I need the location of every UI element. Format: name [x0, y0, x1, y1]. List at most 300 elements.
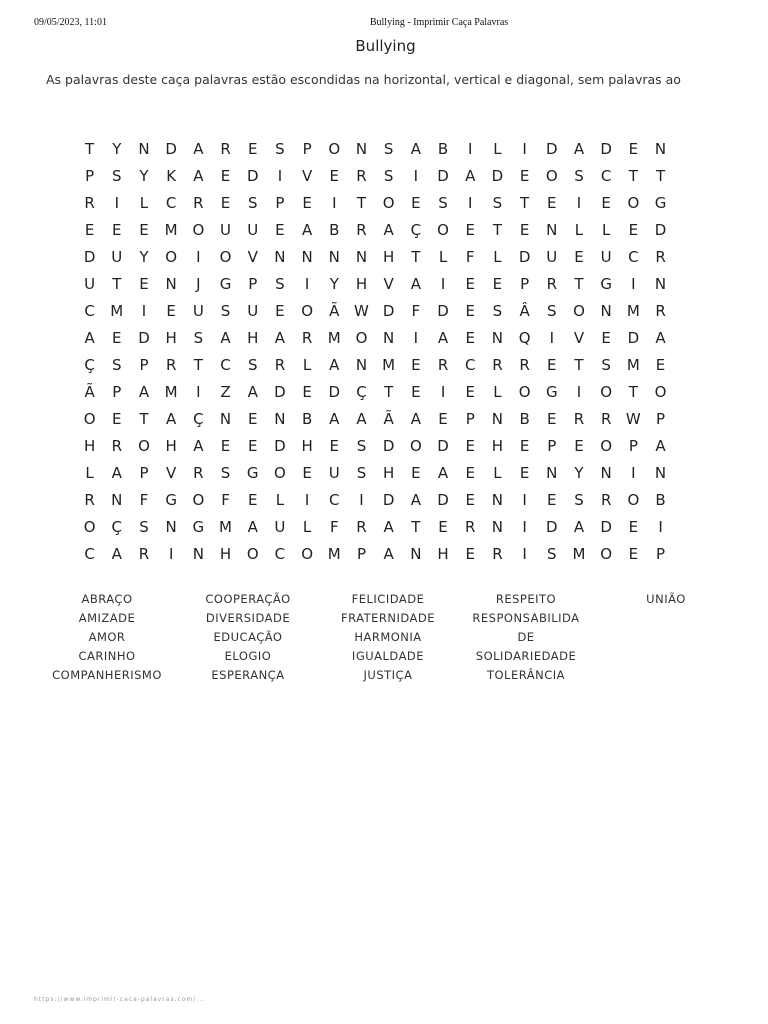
grid-letter: I: [576, 382, 582, 401]
grid-letter: A: [247, 517, 258, 536]
grid-letter: R: [84, 490, 95, 509]
grid-letter: N: [654, 139, 667, 158]
grid-letter: P: [275, 193, 285, 212]
grid-letter: I: [576, 193, 582, 212]
grid-letter: I: [522, 139, 527, 158]
grid-letter: L: [302, 517, 312, 536]
grid-letter: C: [220, 355, 231, 374]
grid-letter: U: [84, 274, 96, 293]
grid-letter: H: [355, 274, 368, 293]
grid-letter: E: [547, 490, 557, 509]
grid-letter: C: [628, 247, 639, 266]
grid-letter: E: [628, 544, 639, 563]
grid-letter: A: [410, 409, 421, 428]
grid-letter: I: [413, 166, 419, 185]
grid-letter: K: [166, 166, 177, 185]
grid-letter: Ã: [84, 382, 95, 401]
grid-letter: S: [275, 274, 285, 293]
grid-letter: A: [437, 328, 449, 347]
grid-letter: C: [165, 193, 177, 212]
grid-letter: Q: [518, 328, 531, 347]
grid-letter: E: [329, 436, 340, 455]
grid-letter: B: [301, 409, 313, 428]
grid-letter: U: [111, 247, 123, 266]
grid-letter: S: [547, 301, 557, 320]
grid-letter: H: [301, 436, 313, 455]
grid-letter: D: [600, 517, 612, 536]
grid-letter: Z: [220, 382, 231, 401]
grid-letter: C: [84, 544, 95, 563]
grid-letter: S: [247, 355, 258, 374]
grid-letter: N: [219, 409, 232, 428]
word-list-item: CARINHO: [78, 649, 136, 663]
grid-letter: E: [302, 193, 312, 212]
grid-letter: A: [465, 166, 476, 185]
grid-letter: I: [114, 193, 119, 212]
grid-letter: S: [492, 193, 503, 212]
grid-letter: E: [112, 409, 122, 428]
grid-letter: A: [437, 463, 449, 482]
grid-letter: Ã: [383, 409, 394, 428]
grid-letter: N: [138, 139, 150, 158]
grid-letter: I: [468, 139, 473, 158]
grid-letter: P: [547, 436, 557, 455]
grid-letter: D: [437, 301, 449, 320]
grid-letter: E: [519, 463, 530, 482]
grid-letter: E: [275, 301, 285, 320]
grid-letter: F: [465, 247, 475, 266]
grid-letter: P: [628, 436, 638, 455]
grid-letter: A: [301, 220, 313, 239]
grid-letter: P: [112, 382, 122, 401]
grid-letter: D: [654, 220, 667, 239]
grid-letter: O: [83, 517, 96, 536]
grid-letter: L: [302, 355, 312, 374]
grid-letter: U: [600, 247, 612, 266]
grid-letter: U: [247, 301, 259, 320]
grid-letter: G: [600, 274, 612, 293]
grid-letter: I: [304, 274, 310, 293]
grid-letter: E: [112, 220, 122, 239]
grid-letter: R: [600, 490, 612, 509]
grid-letter: F: [139, 490, 149, 509]
grid-letter: G: [654, 193, 667, 212]
word-list-item: EDUCAÇÃO: [213, 630, 283, 644]
grid-letter: G: [545, 382, 558, 401]
grid-letter: N: [111, 490, 123, 509]
grid-letter: T: [356, 193, 367, 212]
word-list-item: ESPERANÇA: [211, 668, 285, 682]
grid-letter: P: [85, 166, 95, 185]
grid-letter: G: [165, 490, 177, 509]
grid-letter: D: [328, 382, 341, 401]
grid-letter: T: [492, 220, 502, 239]
grid-letter: H: [247, 328, 259, 347]
grid-letter: E: [601, 328, 611, 347]
grid-letter: E: [655, 355, 666, 374]
word-list-item: RESPEITO: [495, 592, 557, 606]
grid-letter: B: [655, 490, 666, 509]
grid-letter: N: [355, 247, 368, 266]
grid-letter: A: [410, 139, 421, 158]
grid-letter: P: [520, 274, 530, 293]
grid-letter: O: [165, 247, 178, 266]
grid-letter: N: [328, 247, 340, 266]
grid-letter: P: [248, 274, 258, 293]
grid-letter: D: [437, 436, 449, 455]
grid-letter: V: [301, 166, 313, 185]
grid-letter: T: [112, 274, 122, 293]
grid-letter: H: [491, 436, 504, 455]
grid-letter: D: [382, 301, 395, 320]
grid-letter: E: [628, 139, 639, 158]
grid-letter: H: [383, 463, 395, 482]
word-column-2: [178, 590, 318, 685]
grid-row: [76, 135, 674, 162]
grid-letter: L: [574, 220, 584, 239]
grid-letter: M: [219, 517, 232, 536]
grid-letter: G: [246, 463, 259, 482]
grid-letter: O: [654, 382, 667, 401]
grid-letter: I: [277, 166, 283, 185]
grid-letter: A: [383, 544, 394, 563]
page-title: Bullying: [355, 37, 416, 55]
grid-letter: P: [465, 409, 475, 428]
grid-letter: N: [165, 517, 177, 536]
grid-letter: D: [546, 517, 558, 536]
grid-letter: E: [302, 463, 312, 482]
grid-letter: O: [409, 436, 422, 455]
grid-letter: E: [329, 166, 340, 185]
grid-letter: N: [355, 355, 368, 374]
grid-letter: I: [522, 517, 527, 536]
instructions-text: As palavras deste caça palavras estão escondidas na horizontal, vertical e diagonal, sem palavras ao: [46, 72, 681, 87]
grid-letter: R: [274, 355, 286, 374]
grid-letter: Ç: [410, 220, 422, 239]
grid-row: [76, 297, 674, 324]
grid-letter: D: [246, 166, 259, 185]
word-column-1: [37, 590, 177, 685]
grid-letter: N: [355, 139, 368, 158]
grid-letter: E: [275, 220, 285, 239]
grid-letter: O: [246, 544, 259, 563]
grid-letter: S: [220, 463, 231, 482]
grid-letter: N: [654, 274, 667, 293]
grid-letter: A: [655, 436, 666, 455]
grid-letter: S: [547, 544, 557, 563]
grid-letter: E: [574, 436, 584, 455]
grid-row: [76, 216, 674, 243]
grid-letter: N: [654, 463, 667, 482]
grid-letter: I: [440, 382, 446, 401]
grid-letter: G: [192, 517, 205, 536]
grid-letter: I: [196, 247, 201, 266]
grid-letter: M: [626, 355, 640, 374]
grid-letter: A: [166, 409, 177, 428]
grid-letter: T: [628, 166, 638, 185]
grid-letter: N: [546, 220, 558, 239]
grid-letter: U: [546, 247, 558, 266]
grid-row: [76, 540, 674, 567]
grid-letter: Ç: [356, 382, 367, 401]
grid-row: [76, 432, 674, 459]
word-list-item: ABRAÇO: [81, 592, 133, 606]
grid-letter: Ç: [193, 409, 204, 428]
grid-letter: J: [196, 274, 201, 293]
word-list-item: FELICIDADE: [351, 592, 425, 606]
grid-letter: F: [329, 517, 339, 536]
grid-letter: T: [574, 355, 584, 374]
grid-letter: A: [193, 139, 204, 158]
grid-letter: O: [83, 409, 96, 428]
grid-letter: P: [656, 544, 666, 563]
grid-letter: T: [628, 382, 638, 401]
word-column-4: [456, 590, 596, 685]
word-column-3: [318, 590, 458, 685]
grid-letter: O: [600, 436, 613, 455]
grid-letter: Ç: [111, 517, 123, 536]
grid-letter: N: [383, 328, 395, 347]
grid-letter: I: [196, 382, 201, 401]
grid-letter: N: [165, 274, 177, 293]
grid-letter: N: [491, 490, 504, 509]
grid-letter: D: [274, 382, 286, 401]
grid-letter: E: [465, 301, 475, 320]
word-list-item: AMIZADE: [78, 611, 136, 625]
grid-letter: D: [382, 436, 395, 455]
grid-letter: E: [247, 436, 258, 455]
grid-letter: Y: [139, 247, 149, 266]
grid-letter: I: [413, 328, 419, 347]
grid-letter: P: [139, 463, 149, 482]
grid-letter: E: [547, 193, 557, 212]
grid-letter: N: [491, 328, 504, 347]
grid-letter: T: [411, 247, 421, 266]
grid-letter: O: [274, 463, 286, 482]
grid-letter: I: [141, 301, 147, 320]
grid-row: [76, 486, 674, 513]
grid-letter: S: [247, 193, 258, 212]
grid-letter: T: [384, 382, 394, 401]
grid-letter: Ã: [329, 301, 340, 320]
grid-letter: D: [627, 328, 640, 347]
grid-letter: R: [437, 355, 449, 374]
grid-letter: A: [410, 274, 421, 293]
grid-letter: E: [492, 274, 503, 293]
grid-letter: U: [220, 220, 232, 239]
word-list-item: RESPONSABILIDA: [472, 611, 580, 625]
grid-letter: R: [84, 193, 95, 212]
grid-letter: I: [549, 328, 554, 347]
grid-letter: O: [328, 139, 341, 158]
word-list-item: IGUALDADE: [351, 649, 425, 663]
grid-letter: E: [628, 517, 639, 536]
grid-letter: E: [411, 193, 421, 212]
grid-letter: R: [492, 544, 503, 563]
grid-letter: O: [545, 166, 558, 185]
word-list-item: COOPERAÇÃO: [205, 592, 291, 606]
grid-letter: T: [85, 139, 95, 158]
grid-letter: F: [411, 301, 421, 320]
grid-letter: R: [356, 166, 367, 185]
grid-letter: M: [382, 355, 396, 374]
word-list-item: ELOGIO: [224, 649, 272, 663]
grid-letter: E: [465, 220, 475, 239]
grid-letter: D: [138, 328, 150, 347]
grid-letter: Y: [329, 274, 339, 293]
grid-letter: N: [192, 544, 204, 563]
grid-letter: E: [465, 544, 475, 563]
grid-letter: L: [493, 139, 502, 158]
grid-letter: R: [573, 409, 585, 428]
grid-letter: O: [192, 220, 205, 239]
grid-letter: B: [519, 409, 530, 428]
grid-letter: C: [274, 544, 286, 563]
grid-letter: I: [468, 193, 473, 212]
grid-letter: M: [572, 544, 586, 563]
grid-letter: S: [112, 355, 122, 374]
grid-letter: N: [546, 463, 558, 482]
grid-letter: I: [522, 490, 527, 509]
grid-letter: A: [274, 328, 286, 347]
grid-letter: D: [437, 490, 449, 509]
grid-letter: E: [166, 301, 176, 320]
grid-letter: T: [574, 274, 584, 293]
grid-letter: P: [656, 409, 666, 428]
grid-letter: S: [383, 139, 394, 158]
grid-letter: E: [438, 409, 448, 428]
word-list-item: COMPANHERISMO: [52, 668, 162, 682]
grid-letter: N: [301, 247, 313, 266]
grid-letter: A: [329, 409, 340, 428]
grid-letter: O: [192, 490, 205, 509]
grid-letter: R: [600, 409, 612, 428]
grid-letter: I: [658, 517, 663, 536]
grid-letter: E: [247, 409, 258, 428]
grid-letter: U: [247, 220, 259, 239]
grid-letter: N: [274, 409, 286, 428]
grid-letter: E: [247, 139, 258, 158]
word-list-item: UNIÃO: [646, 592, 686, 606]
grid-letter: A: [383, 220, 394, 239]
grid-row: [76, 378, 674, 405]
grid-letter: O: [627, 490, 640, 509]
grid-row: [76, 189, 674, 216]
grid-letter: R: [465, 517, 476, 536]
grid-letter: O: [437, 220, 449, 239]
grid-letter: L: [85, 463, 94, 482]
grid-letter: N: [274, 247, 286, 266]
grid-letter: V: [573, 328, 585, 347]
grid-letter: T: [193, 355, 203, 374]
grid-letter: L: [493, 463, 502, 482]
grid-letter: E: [465, 274, 475, 293]
grid-letter: D: [165, 139, 177, 158]
grid-letter: I: [304, 490, 310, 509]
grid-letter: S: [356, 436, 367, 455]
grid-letter: A: [383, 517, 394, 536]
grid-letter: E: [220, 436, 231, 455]
grid-letter: R: [138, 544, 150, 563]
grid-letter: T: [411, 517, 421, 536]
word-list-item: JUSTIÇA: [363, 668, 413, 682]
grid-letter: N: [600, 301, 612, 320]
grid-letter: L: [601, 220, 611, 239]
grid-letter: H: [219, 544, 232, 563]
grid-letter: I: [631, 274, 636, 293]
grid-letter: A: [356, 409, 367, 428]
grid-letter: D: [83, 247, 96, 266]
print-datetime: 09/05/2023, 11:01: [34, 17, 107, 28]
grid-letter: L: [275, 490, 285, 509]
grid-letter: A: [193, 436, 204, 455]
grid-letter: S: [139, 517, 149, 536]
grid-letter: T: [655, 166, 666, 185]
grid-letter: M: [626, 301, 640, 320]
grid-letter: I: [332, 193, 337, 212]
grid-letter: E: [465, 490, 475, 509]
grid-letter: Ç: [84, 355, 95, 374]
grid-letter: S: [275, 139, 285, 158]
grid-letter: S: [574, 166, 584, 185]
grid-letter: R: [655, 301, 666, 320]
grid-letter: A: [329, 355, 340, 374]
grid-letter: V: [166, 463, 177, 482]
grid-letter: Â: [519, 301, 530, 320]
grid-letter: A: [655, 328, 666, 347]
word-list-item: DIVERSIDADE: [205, 611, 291, 625]
grid-letter: S: [601, 355, 611, 374]
grid-letter: R: [546, 274, 557, 293]
grid-letter: R: [165, 355, 177, 374]
grid-letter: C: [84, 301, 95, 320]
print-page-title: Bullying - Imprimir Caça Palavras: [369, 17, 509, 28]
word-search-grid: [76, 135, 674, 567]
grid-row: [76, 270, 674, 297]
grid-letter: S: [193, 328, 204, 347]
grid-row: [76, 162, 674, 189]
word-list-item: AMOR: [88, 630, 126, 644]
grid-letter: E: [139, 220, 149, 239]
word-column-5: [596, 590, 736, 609]
grid-letter: L: [438, 247, 448, 266]
grid-letter: D: [600, 139, 612, 158]
grid-letter: O: [355, 328, 368, 347]
grid-letter: E: [601, 193, 611, 212]
grid-letter: R: [492, 355, 503, 374]
grid-letter: E: [465, 463, 475, 482]
grid-letter: C: [600, 166, 612, 185]
grid-letter: A: [111, 544, 122, 563]
grid-letter: C: [464, 355, 476, 374]
grid-letter: S: [220, 301, 231, 320]
grid-letter: E: [519, 436, 530, 455]
grid-letter: A: [247, 382, 258, 401]
grid-letter: H: [165, 328, 177, 347]
grid-letter: R: [356, 220, 367, 239]
grid-letter: M: [327, 544, 341, 563]
grid-letter: D: [382, 490, 395, 509]
grid-letter: O: [301, 301, 313, 320]
grid-row: [76, 513, 674, 540]
grid-letter: E: [302, 382, 312, 401]
grid-letter: E: [465, 328, 475, 347]
grid-letter: R: [193, 193, 204, 212]
grid-letter: H: [83, 436, 96, 455]
grid-letter: P: [302, 139, 312, 158]
grid-letter: L: [493, 247, 502, 266]
grid-letter: D: [491, 166, 504, 185]
